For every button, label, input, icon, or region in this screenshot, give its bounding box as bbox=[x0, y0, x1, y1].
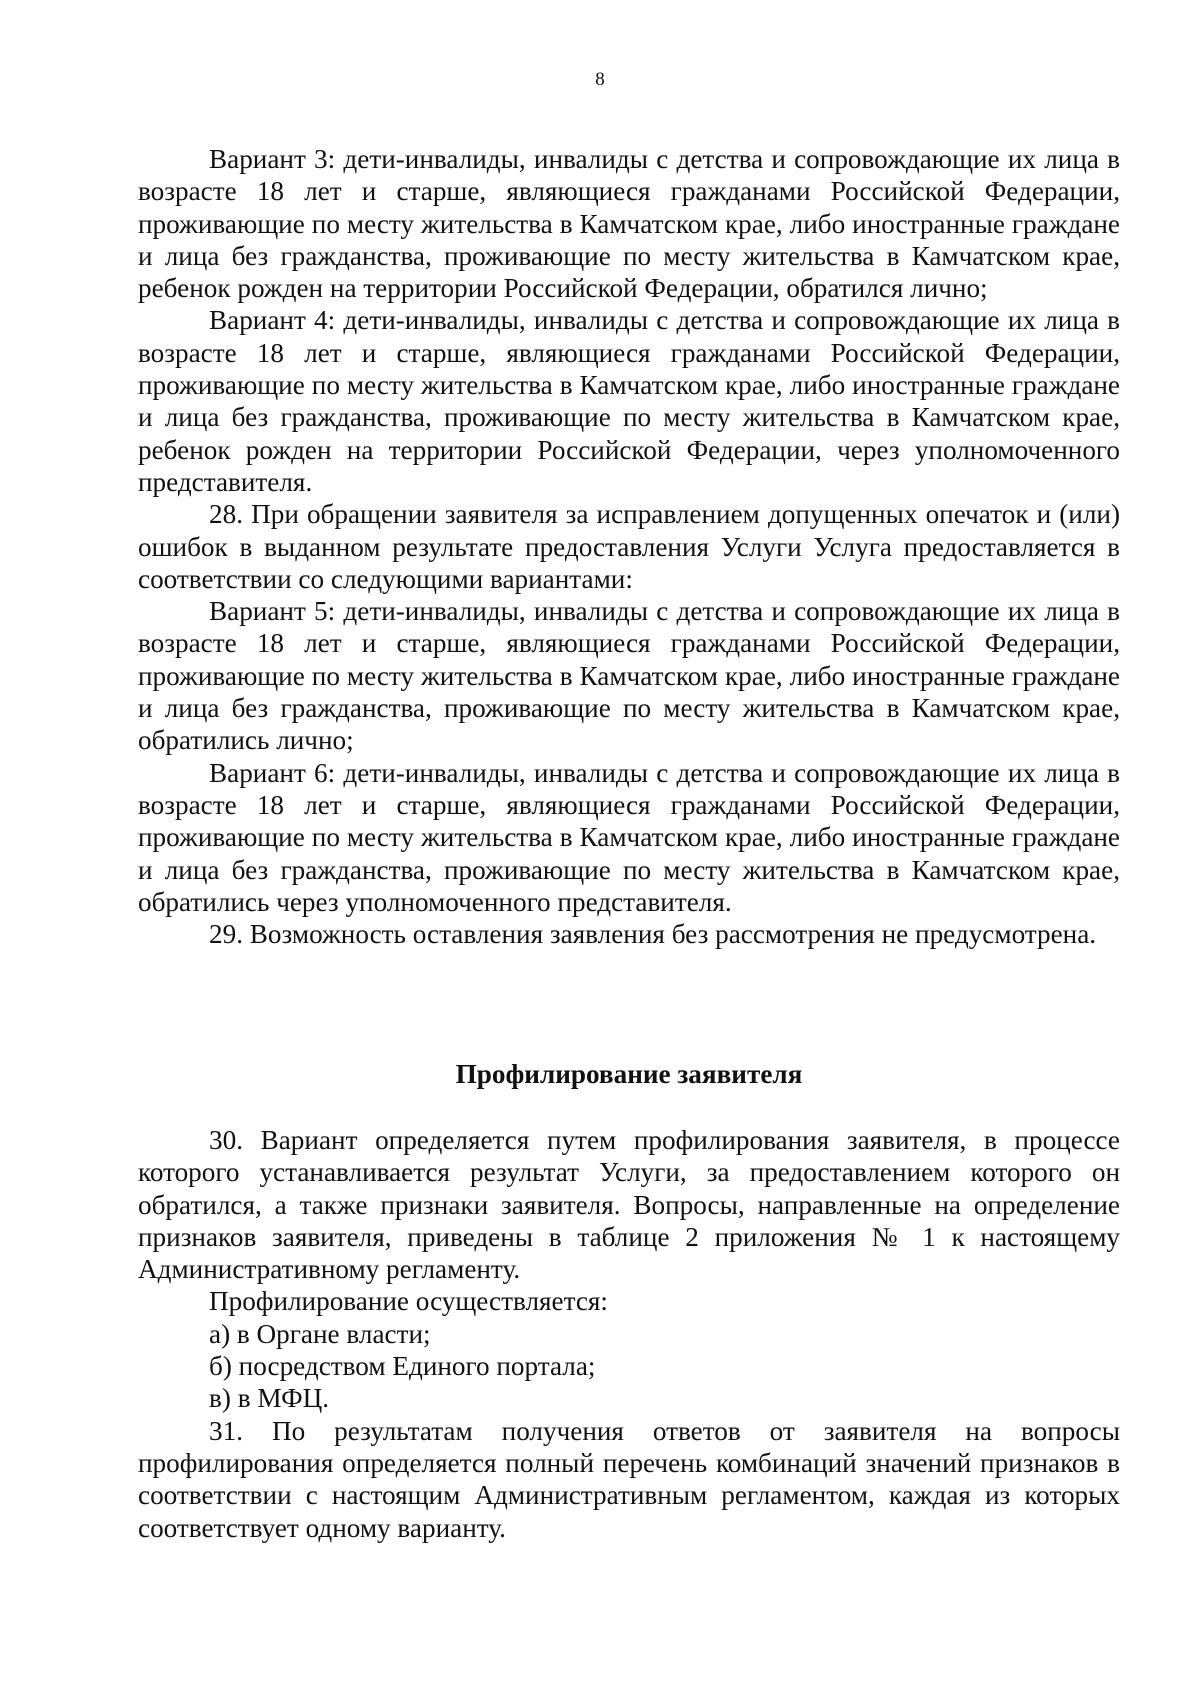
list-item: б) посредством Единого портала; bbox=[209, 1351, 596, 1382]
paragraph-31: 31. По результатам получения ответов от заявителя на вопросы профилирования определяется полный перечень комбинаций значений признаков в соответствии с настоящим Административным регламентом, каждая из которых соответствует одному варианту. bbox=[138, 1415, 1120, 1543]
section-heading: Профилирование заявителя bbox=[455, 1059, 803, 1089]
top-text-block bbox=[138, 143, 1120, 950]
list-item: а) в Органе власти; bbox=[209, 1318, 431, 1349]
page-number: 8 bbox=[595, 69, 605, 90]
paragraph-29: 29. Возможность оставления заявления без рассмотрения не предусмотрена. bbox=[209, 919, 1097, 950]
paragraph-variant-6: Вариант 6: дети-инвалиды, инвалиды с детства и сопровождающие их лица в возрасте 18 лет и старше, являющиеся гражданами Российской Федерации, проживающие по месту жительства в Камчатском крае, либо иностранные граждане и лица без гражданства, проживающие по месту жительства в Камчатском крае, обратились через уполномоченного представителя. bbox=[138, 757, 1120, 917]
list-item: в) в МФЦ. bbox=[209, 1383, 330, 1414]
paragraph-variant-4: Вариант 4: дети-инвалиды, инвалиды с детства и сопровождающие их лица в возрасте 18 лет и старше, являющиеся гражданами Российской Федерации, проживающие по месту жительства в Камчатском крае, либо иностранные граждане и лица без гражданства, проживающие по месту жительства в Камчатском крае, ребенок рожден на территории Российской Федерации, через уполномоченного представителя. bbox=[138, 305, 1120, 497]
bottom-text-block bbox=[138, 1124, 1120, 1544]
profiling-intro: Профилирование осуществляется: bbox=[209, 1286, 608, 1317]
paragraph-variant-5: Вариант 5: дети-инвалиды, инвалиды с детства и сопровождающие их лица в возрасте 18 лет и старше, являющиеся гражданами Российской Федерации, проживающие по месту жительства в Камчатском крае, либо иностранные граждане и лица без гражданства, проживающие по месту жительства в Камчатском крае, обратились лично; bbox=[138, 596, 1120, 756]
paragraph-28: 28. При обращении заявителя за исправлением допущенных опечаток и (или) ошибок в выданном результате предоставления Услуги Услуга предоставляется в соответствии со следующими вариантами: bbox=[138, 499, 1120, 594]
paragraph-variant-3: Вариант 3: дети-инвалиды, инвалиды с детства и сопровождающие их лица в возрасте 18 лет и старше, являющиеся гражданами Российской Федерации, проживающие по месту жительства в Камчатском крае, либо иностранные граждане и лица без гражданства, проживающие по месту жительства в Камчатском крае, ребенок рожден на территории Российской Федерации, обратился лично; bbox=[138, 144, 1120, 304]
paragraph-30: 30. Вариант определяется путем профилирования заявителя, в процессе которого устанавливается результат Услуги, за предоставлением которого он обратился, а также признаки заявителя. Вопросы, направленные на определение признаков заявителя, приведены в таблице 2 приложения № 1 к настоящему Административному регламенту. bbox=[138, 1125, 1120, 1285]
